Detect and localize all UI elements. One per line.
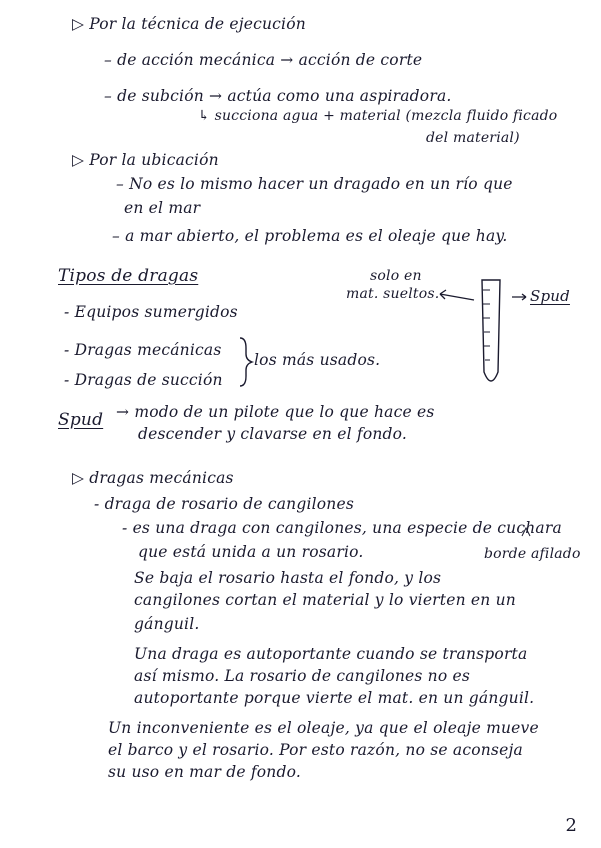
line-tecnica-ejecucion: ▷ Por la técnica de ejecución — [72, 15, 306, 33]
note-solo-en: solo en — [370, 268, 422, 284]
line-asi-mismo: así mismo. La rosario de cangilones no es — [134, 667, 471, 685]
heading-tipos-dragas: Tipos de dragas — [58, 266, 199, 286]
line-succiona: ↳ succiona agua + material (mezcla fluido ficado — [198, 108, 558, 124]
line-spud-definition: → modo de un pilote que lo que hace es — [116, 403, 435, 421]
line-es-una-draga: - es una draga con cangilones, una especie de cuchara — [122, 519, 562, 537]
line-rosario-cangilones: - draga de rosario de cangilones — [94, 495, 355, 513]
line-ganguil: gánguil. — [134, 615, 200, 633]
note-mat-sueltos: mat. sueltos. — [346, 286, 440, 302]
line-inconveniente: Un inconveniente es el oleaje, ya que el oleaje mueve — [108, 719, 539, 737]
line-ubicacion: ▷ Por la ubicación — [72, 151, 219, 169]
line-unida-rosario: que está unida a un rosario. — [138, 543, 364, 561]
heading-spud: Spud — [58, 410, 104, 430]
arrow-to-spud-label — [512, 294, 526, 300]
line-autoportante-def: Una draga es autoportante cuando se transporta — [134, 645, 528, 663]
line-cangilones-cortan: cangilones cortan el material y lo vierten en un — [134, 591, 516, 609]
line-subcion: – de subción → actúa como una aspiradora. — [104, 87, 452, 105]
spud-pile-drawing — [482, 280, 500, 381]
line-dragas-succion: - Dragas de succión — [64, 371, 223, 389]
line-mar-abierto: – a mar abierto, el problema es el oleaje que hay. — [112, 227, 508, 245]
label-spud-drawing: Spud — [530, 287, 570, 305]
line-no-es-lo-mismo: – No es lo mismo hacer un dragado en un río que — [116, 175, 513, 193]
note-mas-usados: los más usados. — [254, 351, 381, 369]
page-number: 2 — [565, 815, 577, 836]
line-barco-rosario: el barco y el rosario. Por esto razón, no se aconseja — [108, 741, 523, 759]
line-del-material: del material) — [426, 130, 520, 146]
line-mar-de-fondo: su uso en mar de fondo. — [108, 763, 301, 781]
line-dragas-mecanicas-heading: ▷ dragas mecánicas — [72, 469, 234, 487]
line-accion-mecanica: – de acción mecánica → acción de corte — [104, 51, 423, 69]
brace-mark — [240, 338, 252, 386]
arrow-to-pile — [440, 290, 474, 300]
line-dragas-mecanicas: - Dragas mecánicas — [64, 341, 222, 359]
line-spud-descender: descender y clavarse en el fondo. — [138, 425, 408, 443]
line-en-el-mar: en el mar — [124, 199, 201, 217]
line-autoportante-porque: autoportante porque vierte el mat. en un gánguil. — [134, 689, 535, 707]
note-borde-afilado: borde afilado — [484, 546, 581, 562]
line-se-baja: Se baja el rosario hasta el fondo, y los — [134, 569, 442, 587]
line-equipos-sumergidos: - Equipos sumergidos — [64, 303, 238, 321]
